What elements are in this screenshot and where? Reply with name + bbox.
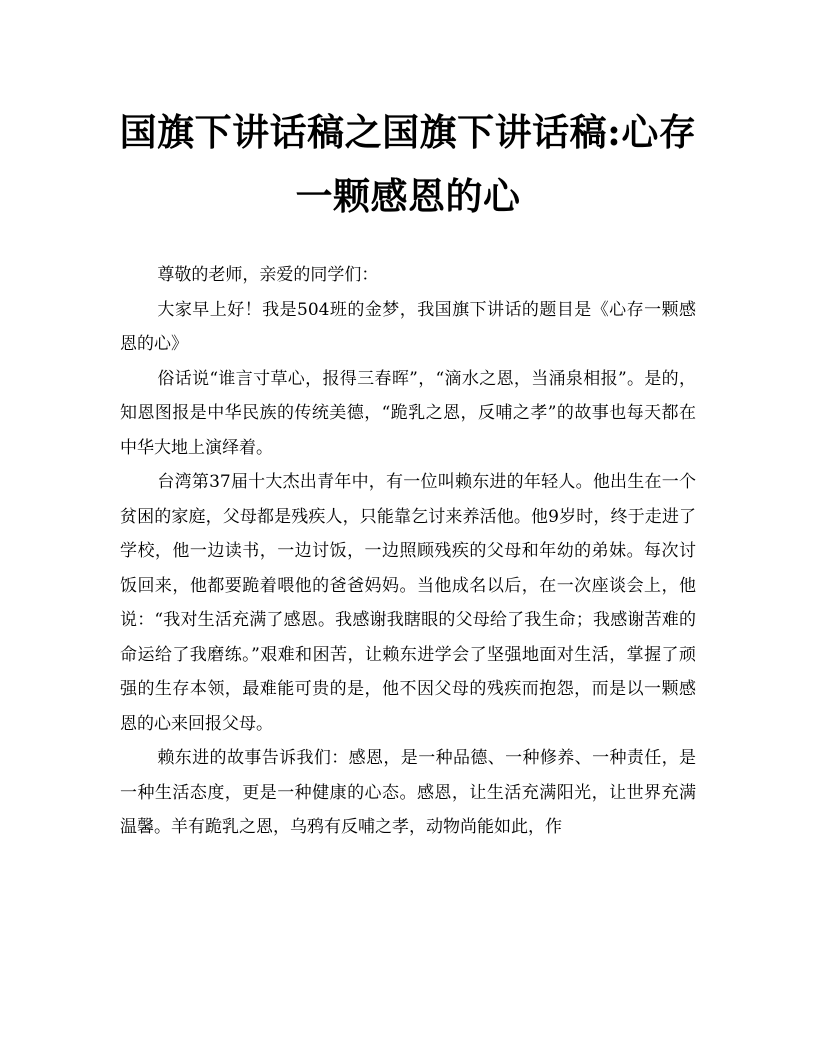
lesson-paragraph: 赖东进的故事告诉我们：感恩，是一种品德、一种修养、一种责任，是一种生活态度，更是一种健康的心态。感恩，让生活充满阳光，让世界充满温馨。羊有跪乳之恩，乌鸦有反哺之孝，动物尚能如此，作 — [120, 748, 696, 837]
greeting-paragraph: 大家早上好！我是504班的金梦，我国旗下讲话的题目是《心存一颗感恩的心》 — [120, 299, 696, 354]
proverb-paragraph: 俗话说“谁言寸草心，报得三春晖”，“滴水之恩，当涌泉相报”。是的，知恩图报是中华民族的传统美德，“跪乳之恩，反哺之孝”的故事也每天都在中华大地上演绎着。 — [120, 368, 696, 458]
salutation-paragraph: 尊敬的老师，亲爱的同学们： — [157, 265, 379, 285]
document-body — [120, 258, 696, 845]
document-title: 国旗下讲话稿之国旗下讲话稿:心存一颗感恩的心 — [119, 110, 697, 218]
story-paragraph: 台湾第37届十大杰出青年中，有一位叫赖东进的年轻人。他出生在一个贫困的家庭，父母都是残疾人，只能靠乞讨来养活他。他9岁时，终于走进了学校，他一边读书，一边讨饭，一边照顾残疾的父母和年幼的弟妹。每次讨饭回来，他都要跪着喂他的爸爸妈妈。当他成名以后，在一次座谈会上，他说：“我对生活充满了感恩。我感谢我瞎眼的父母给了我生命；我感谢苦难的命运给了我磨练。”艰难和困苦，让赖东进学会了坚强地面对生活，掌握了顽强的生存本领，最难能可贵的是，他不因父母的残疾而抱怨，而是以一颗感恩的心来回报父母。 — [120, 472, 696, 734]
